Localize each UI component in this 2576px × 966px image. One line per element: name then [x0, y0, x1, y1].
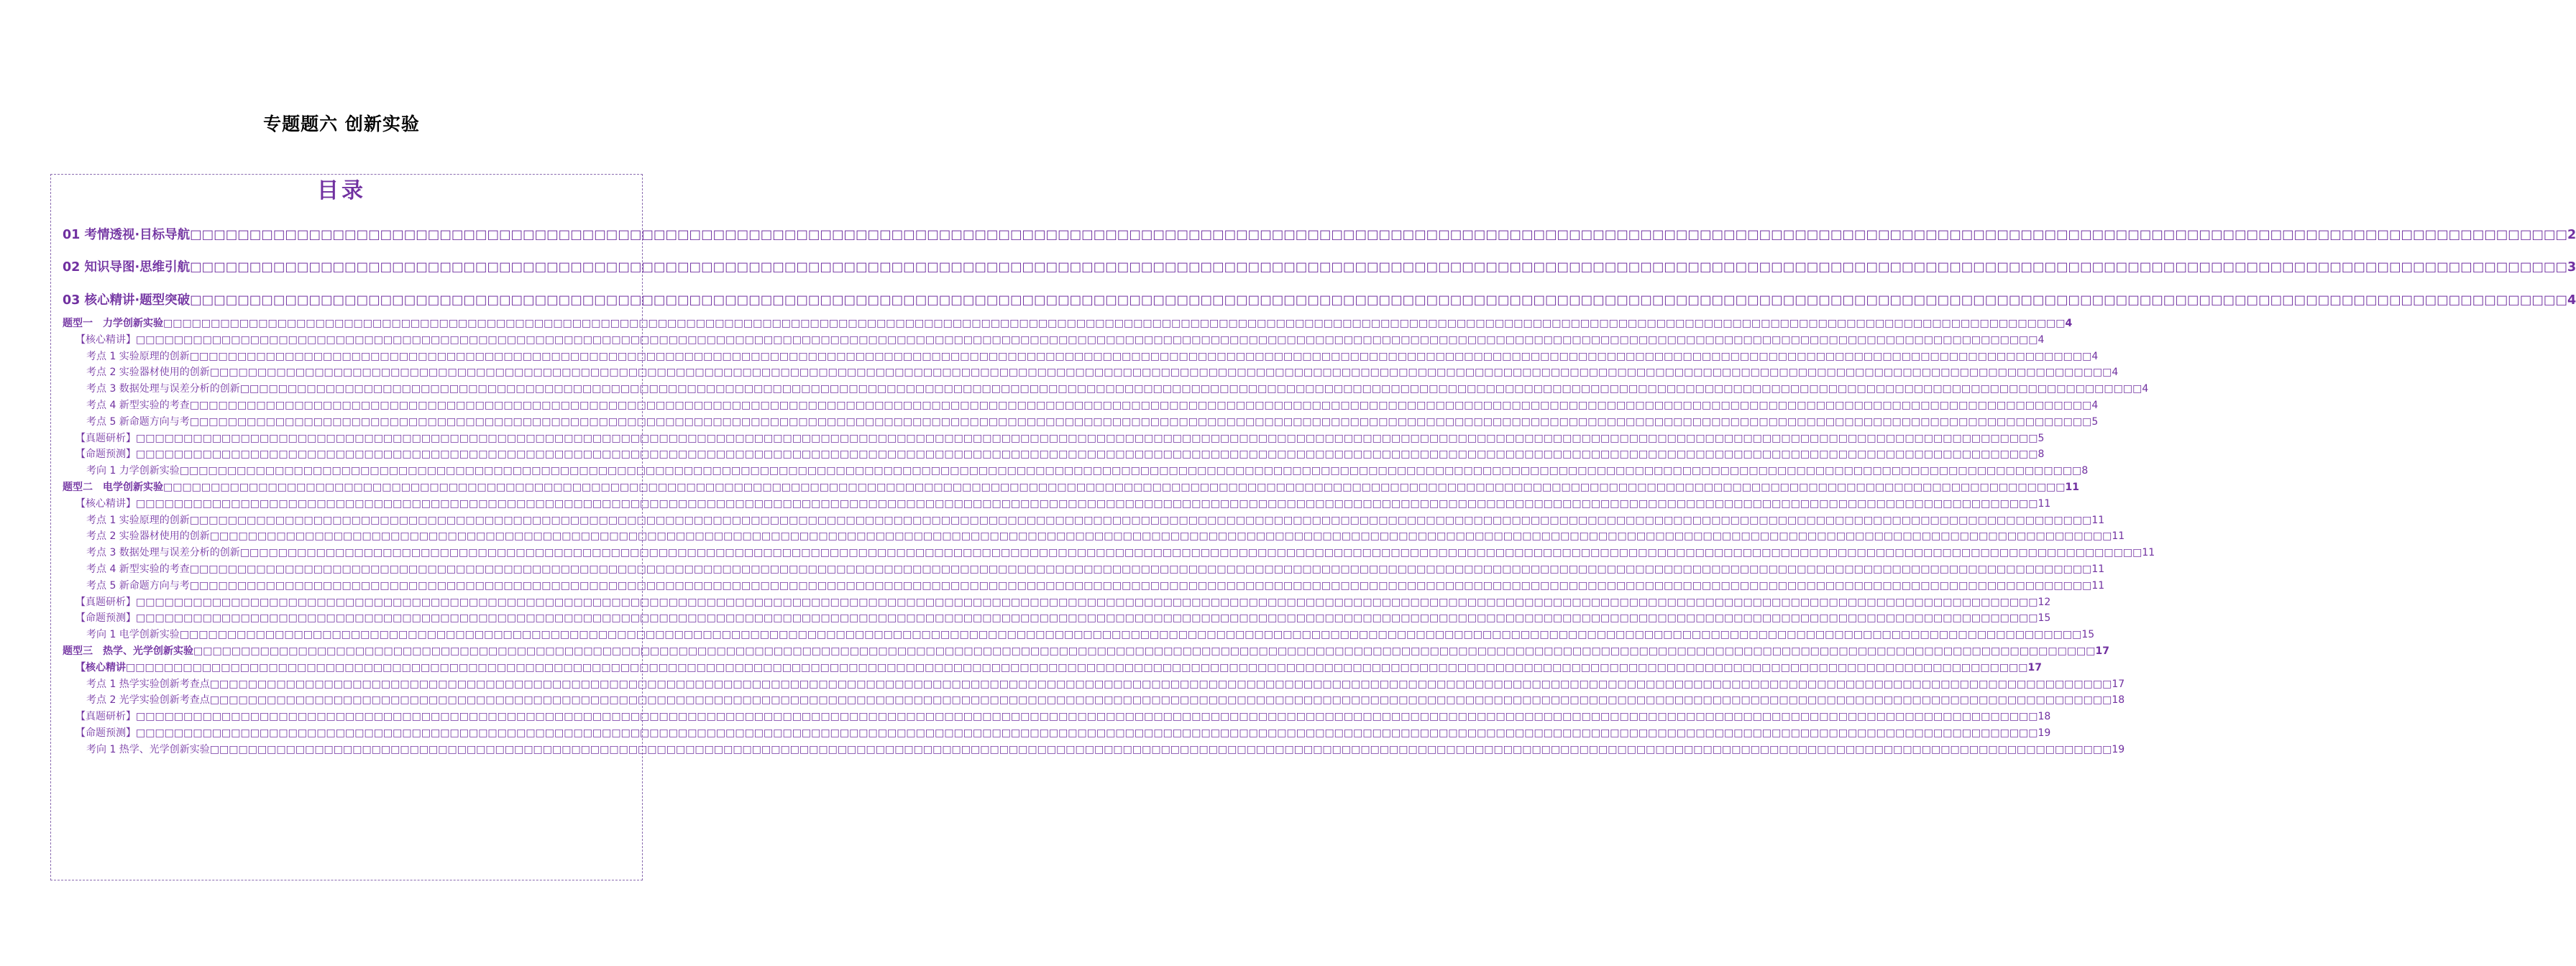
toc-entry-label: 【核心精讲	[75, 661, 126, 673]
toc-heading: 目录	[317, 178, 366, 203]
toc-entry-label: 考向 1 力学创新实验	[86, 465, 180, 477]
toc-border	[50, 174, 643, 880]
toc-entry[interactable]	[86, 381, 2149, 395]
toc-entry-page-number: 4	[2112, 367, 2119, 379]
toc-entry[interactable]	[86, 512, 2105, 527]
toc-entry-page-number: 11	[2038, 497, 2051, 510]
toc-entry-page-number: 12	[2038, 596, 2051, 608]
toc-entry-label: 考点 1 热学实验创新考查点	[86, 678, 210, 690]
toc-entry[interactable]	[75, 446, 2045, 461]
toc-entry-page-number: 15	[2038, 612, 2051, 625]
toc-dot-leader: □□□□□□□□□□□□□□□□□□□□□□□□□□□□□□□□□□□□□□□□□□□□□□□□□□□□□□□□□□□□□□□□□□□□□□□□□□□□□□□□□□□□□□□□□□□□□□□□□□□□□□□□□□□□□□□□□□□□□□□□□□□□□□□□□□□□□□□□□□□□□□□□□□□□□□□□□□□□□□□□□□□□□□□□□□□□□□□□□□□□□□□□□□□□□□□□□□□□□□□□	[136, 448, 2038, 461]
toc-entry-page-number: 5	[2091, 415, 2099, 428]
toc-dot-leader: □□□□□□□□□□□□□□□□□□□□□□□□□□□□□□□□□□□□□□□□□□□□□□□□□□□□□□□□□□□□□□□□□□□□□□□□□□□□□□□□□□□□□□□□□□□□□□□□□□□□□□□□□□□□□□□□□□□□□□□□□□□□□□□□□□□□□□□□□□□□□□□□□□□□□□□□□□□□□□□□□□□□□□□□□□□□□□□□□□□□□□□□□□□□□□□□□□□□□□□□	[190, 260, 2567, 275]
toc-entry-page-number: 11	[2112, 530, 2125, 543]
toc-entry-label: 考点 2 实验器材使用的创新	[86, 530, 210, 543]
toc-entry-label: 【真题研析】	[75, 711, 136, 723]
document-title: 专题题六 创新实验	[263, 114, 420, 134]
toc-entry-page-number: 4	[2065, 318, 2073, 329]
toc-dot-leader: □□□□□□□□□□□□□□□□□□□□□□□□□□□□□□□□□□□□□□□□□□□□□□□□□□□□□□□□□□□□□□□□□□□□□□□□□□□□□□□□□□□□□□□□□□□□□□□□□□□□□□□□□□□□□□□□□□□□□□□□□□□□□□□□□□□□□□□□□□□□□□□□□□□□□□□□□□□□□□□□□□□□□□□□□□□□□□□□□□□□□□□□□□□□□□□□□□□□□□□□	[190, 228, 2567, 242]
toc-dot-leader: □□□□□□□□□□□□□□□□□□□□□□□□□□□□□□□□□□□□□□□□□□□□□□□□□□□□□□□□□□□□□□□□□□□□□□□□□□□□□□□□□□□□□□□□□□□□□□□□□□□□□□□□□□□□□□□□□□□□□□□□□□□□□□□□□□□□□□□□□□□□□□□□□□□□□□□□□□□□□□□□□□□□□□□□□□□□□□□□□□□□□□□□□□□□□□□□□□□□□□□□	[209, 530, 2112, 543]
toc-entry[interactable]	[75, 594, 2051, 609]
toc-entry[interactable]	[86, 578, 2105, 592]
toc-entry-label: 考点 3 数据处理与误差分析的创新	[86, 547, 240, 559]
toc-entry[interactable]	[86, 561, 2105, 576]
toc-entry-label: 考点 3 数据处理与误差分析的创新	[86, 383, 240, 395]
toc-entry-page-number: 11	[2142, 547, 2155, 559]
toc-dot-leader: □□□□□□□□□□□□□□□□□□□□□□□□□□□□□□□□□□□□□□□□□□□□□□□□□□□□□□□□□□□□□□□□□□□□□□□□□□□□□□□□□□□□□□□□□□□□□□□□□□□□□□□□□□□□□□□□□□□□□□□□□□□□□□□□□□□□□□□□□□□□□□□□□□□□□□□□□□□□□□□□□□□□□□□□□□□□□□□□□□□□□□□□□□□□□□□□□□□□□□□□	[189, 415, 2092, 428]
toc-entry[interactable]	[86, 545, 2155, 559]
toc-dot-leader: □□□□□□□□□□□□□□□□□□□□□□□□□□□□□□□□□□□□□□□□□□□□□□□□□□□□□□□□□□□□□□□□□□□□□□□□□□□□□□□□□□□□□□□□□□□□□□□□□□□□□□□□□□□□□□□□□□□□□□□□□□□□□□□□□□□□□□□□□□□□□□□□□□□□□□□□□□□□□□□□□□□□□□□□□□□□□□□□□□□□□□□□□□□□□□□□□□□□□□□□	[136, 612, 2038, 625]
toc-entry-label: 考点 2 光学实验创新考查点	[86, 694, 210, 707]
toc-entry-label: 【真题研析】	[75, 596, 136, 608]
toc-entry[interactable]	[86, 528, 2125, 543]
toc-entry[interactable]	[63, 316, 2073, 330]
toc-entry[interactable]	[75, 610, 2051, 625]
toc-entry-page-number: 4	[2142, 383, 2149, 395]
toc-entry-label: 考向 1 热学、光学创新实验	[86, 743, 210, 755]
toc-entry-label: 【核心精讲】	[75, 497, 136, 510]
toc-entry[interactable]	[75, 709, 2051, 723]
toc-entry-page-number: 18	[2038, 711, 2051, 723]
toc-dot-leader: □□□□□□□□□□□□□□□□□□□□□□□□□□□□□□□□□□□□□□□□□□□□□□□□□□□□□□□□□□□□□□□□□□□□□□□□□□□□□□□□□□□□□□□□□□□□□□□□□□□□□□□□□□□□□□□□□□□□□□□□□□□□□□□□□□□□□□□□□□□□□□□□□□□□□□□□□□□□□□□□□□□□□□□□□□□□□□□□□□□□□□□□□□□□□□□□□□□□□□□□	[190, 293, 2567, 308]
toc-dot-leader: □□□□□□□□□□□□□□□□□□□□□□□□□□□□□□□□□□□□□□□□□□□□□□□□□□□□□□□□□□□□□□□□□□□□□□□□□□□□□□□□□□□□□□□□□□□□□□□□□□□□□□□□□□□□□□□□□□□□□□□□□□□□□□□□□□□□□□□□□□□□□□□□□□□□□□□□□□□□□□□□□□□□□□□□□□□□□□□□□□□□□□□□□□□□□□□□□□□□□□□□	[179, 629, 2082, 641]
toc-dot-leader: □□□□□□□□□□□□□□□□□□□□□□□□□□□□□□□□□□□□□□□□□□□□□□□□□□□□□□□□□□□□□□□□□□□□□□□□□□□□□□□□□□□□□□□□□□□□□□□□□□□□□□□□□□□□□□□□□□□□□□□□□□□□□□□□□□□□□□□□□□□□□□□□□□□□□□□□□□□□□□□□□□□□□□□□□□□□□□□□□□□□□□□□□□□□□□□□□□□□□□□□	[126, 661, 2028, 673]
toc-entry[interactable]	[86, 364, 2119, 379]
toc-entry-page-number: 11	[2091, 579, 2105, 592]
toc-entry-label: 考点 1 实验原理的创新	[86, 514, 190, 526]
toc-entry[interactable]	[75, 431, 2045, 445]
toc-entry-page-number: 11	[2091, 514, 2105, 526]
toc-entry-label: 考点 1 实验原理的创新	[86, 350, 190, 362]
toc-entry[interactable]	[63, 643, 2109, 658]
toc-entry-page-number: 8	[2038, 448, 2045, 461]
toc-dot-leader: □□□□□□□□□□□□□□□□□□□□□□□□□□□□□□□□□□□□□□□□□□□□□□□□□□□□□□□□□□□□□□□□□□□□□□□□□□□□□□□□□□□□□□□□□□□□□□□□□□□□□□□□□□□□□□□□□□□□□□□□□□□□□□□□□□□□□□□□□□□□□□□□□□□□□□□□□□□□□□□□□□□□□□□□□□□□□□□□□□□□□□□□□□□□□□□□□□□□□□□□	[193, 645, 2096, 657]
toc-entry[interactable]	[86, 414, 2099, 428]
toc-entry[interactable]	[75, 725, 2051, 740]
toc-entry[interactable]	[75, 332, 2045, 346]
toc-entry-page-number: 17	[2027, 661, 2042, 673]
toc-entry-label: 题型一 力学创新实验	[63, 318, 163, 329]
toc-entry-label: 考点 4 新型实验的考查	[86, 564, 190, 575]
toc-entry-label: 【命题预测】	[75, 727, 136, 739]
toc-entry-label: 【核心精讲】	[75, 334, 136, 346]
toc-entry[interactable]	[75, 496, 2051, 510]
toc-entry-page-number: 19	[2112, 743, 2125, 755]
toc-entry-page-number: 18	[2112, 694, 2125, 707]
toc-entry-label: 考点 5 新命题方向与考	[86, 415, 190, 428]
toc-dot-leader: □□□□□□□□□□□□□□□□□□□□□□□□□□□□□□□□□□□□□□□□□□□□□□□□□□□□□□□□□□□□□□□□□□□□□□□□□□□□□□□□□□□□□□□□□□□□□□□□□□□□□□□□□□□□□□□□□□□□□□□□□□□□□□□□□□□□□□□□□□□□□□□□□□□□□□□□□□□□□□□□□□□□□□□□□□□□□□□□□□□□□□□□□□□□□□□□□□□□□□□□	[136, 711, 2038, 723]
toc-entry-page-number: 4	[2091, 400, 2099, 411]
toc-entry-label: 03 核心精讲·题型突破	[63, 293, 191, 308]
toc-dot-leader: □□□□□□□□□□□□□□□□□□□□□□□□□□□□□□□□□□□□□□□□□□□□□□□□□□□□□□□□□□□□□□□□□□□□□□□□□□□□□□□□□□□□□□□□□□□□□□□□□□□□□□□□□□□□□□□□□□□□□□□□□□□□□□□□□□□□□□□□□□□□□□□□□□□□□□□□□□□□□□□□□□□□□□□□□□□□□□□□□□□□□□□□□□□□□□□□□□□□□□□□	[136, 497, 2038, 510]
toc-entry[interactable]	[86, 676, 2125, 691]
toc-entry-page-number: 19	[2038, 727, 2051, 739]
toc-entry-page-number: 3	[2567, 260, 2576, 275]
toc-dot-leader: □□□□□□□□□□□□□□□□□□□□□□□□□□□□□□□□□□□□□□□□□□□□□□□□□□□□□□□□□□□□□□□□□□□□□□□□□□□□□□□□□□□□□□□□□□□□□□□□□□□□□□□□□□□□□□□□□□□□□□□□□□□□□□□□□□□□□□□□□□□□□□□□□□□□□□□□□□□□□□□□□□□□□□□□□□□□□□□□□□□□□□□□□□□□□□□□□□□□□□□□	[209, 743, 2112, 755]
toc-entry-label: 考点 5 新命题方向与考	[86, 579, 190, 592]
toc-entry-label: 考点 2 实验器材使用的创新	[86, 367, 210, 379]
toc-dot-leader: □□□□□□□□□□□□□□□□□□□□□□□□□□□□□□□□□□□□□□□□□□□□□□□□□□□□□□□□□□□□□□□□□□□□□□□□□□□□□□□□□□□□□□□□□□□□□□□□□□□□□□□□□□□□□□□□□□□□□□□□□□□□□□□□□□□□□□□□□□□□□□□□□□□□□□□□□□□□□□□□□□□□□□□□□□□□□□□□□□□□□□□□□□□□□□□□□□□□□□□□	[179, 465, 2082, 477]
toc-entry[interactable]	[63, 290, 2576, 309]
toc-entry-page-number: 4	[2567, 293, 2576, 308]
toc-entry[interactable]	[86, 349, 2099, 363]
toc-entry[interactable]	[86, 627, 2095, 641]
toc-entry-page-number: 15	[2081, 629, 2095, 641]
toc-dot-leader: □□□□□□□□□□□□□□□□□□□□□□□□□□□□□□□□□□□□□□□□□□□□□□□□□□□□□□□□□□□□□□□□□□□□□□□□□□□□□□□□□□□□□□□□□□□□□□□□□□□□□□□□□□□□□□□□□□□□□□□□□□□□□□□□□□□□□□□□□□□□□□□□□□□□□□□□□□□□□□□□□□□□□□□□□□□□□□□□□□□□□□□□□□□□□□□□□□□□□□□□	[189, 400, 2092, 411]
toc-entry-page-number: 11	[2065, 482, 2079, 493]
toc-entry-label: 01 考情透视·目标导航	[63, 228, 191, 242]
toc-entry-label: 考点 4 新型实验的考查	[86, 400, 190, 411]
toc-entry-page-number: 5	[2038, 432, 2045, 444]
toc-entry[interactable]	[86, 692, 2125, 707]
toc-dot-leader: □□□□□□□□□□□□□□□□□□□□□□□□□□□□□□□□□□□□□□□□□□□□□□□□□□□□□□□□□□□□□□□□□□□□□□□□□□□□□□□□□□□□□□□□□□□□□□□□□□□□□□□□□□□□□□□□□□□□□□□□□□□□□□□□□□□□□□□□□□□□□□□□□□□□□□□□□□□□□□□□□□□□□□□□□□□□□□□□□□□□□□□□□□□□□□□□□□□□□□□□	[189, 564, 2092, 575]
toc-dot-leader: □□□□□□□□□□□□□□□□□□□□□□□□□□□□□□□□□□□□□□□□□□□□□□□□□□□□□□□□□□□□□□□□□□□□□□□□□□□□□□□□□□□□□□□□□□□□□□□□□□□□□□□□□□□□□□□□□□□□□□□□□□□□□□□□□□□□□□□□□□□□□□□□□□□□□□□□□□□□□□□□□□□□□□□□□□□□□□□□□□□□□□□□□□□□□□□□□□□□□□□□	[136, 432, 2038, 444]
toc-dot-leader: □□□□□□□□□□□□□□□□□□□□□□□□□□□□□□□□□□□□□□□□□□□□□□□□□□□□□□□□□□□□□□□□□□□□□□□□□□□□□□□□□□□□□□□□□□□□□□□□□□□□□□□□□□□□□□□□□□□□□□□□□□□□□□□□□□□□□□□□□□□□□□□□□□□□□□□□□□□□□□□□□□□□□□□□□□□□□□□□□□□□□□□□□□□□□□□□□□□□□□□□	[136, 727, 2038, 739]
toc-dot-leader: □□□□□□□□□□□□□□□□□□□□□□□□□□□□□□□□□□□□□□□□□□□□□□□□□□□□□□□□□□□□□□□□□□□□□□□□□□□□□□□□□□□□□□□□□□□□□□□□□□□□□□□□□□□□□□□□□□□□□□□□□□□□□□□□□□□□□□□□□□□□□□□□□□□□□□□□□□□□□□□□□□□□□□□□□□□□□□□□□□□□□□□□□□□□□□□□□□□□□□□□	[209, 694, 2112, 707]
toc-entry[interactable]	[63, 257, 2576, 276]
toc-dot-leader: □□□□□□□□□□□□□□□□□□□□□□□□□□□□□□□□□□□□□□□□□□□□□□□□□□□□□□□□□□□□□□□□□□□□□□□□□□□□□□□□□□□□□□□□□□□□□□□□□□□□□□□□□□□□□□□□□□□□□□□□□□□□□□□□□□□□□□□□□□□□□□□□□□□□□□□□□□□□□□□□□□□□□□□□□□□□□□□□□□□□□□□□□□□□□□□□□□□□□□□□	[239, 383, 2142, 395]
toc-entry-page-number: 8	[2081, 465, 2089, 477]
toc-entry-page-number: 11	[2091, 564, 2105, 575]
toc-entry-label: 题型三 热学、光学创新实验	[63, 645, 193, 657]
toc-entry[interactable]	[86, 742, 2125, 756]
toc-entry[interactable]	[63, 479, 2079, 494]
toc-entry-label: 题型二 电学创新实验	[63, 482, 163, 493]
toc-entry-label: 【命题预测】	[75, 612, 136, 625]
toc-entry-page-number: 17	[2095, 645, 2109, 657]
toc-dot-leader: □□□□□□□□□□□□□□□□□□□□□□□□□□□□□□□□□□□□□□□□□□□□□□□□□□□□□□□□□□□□□□□□□□□□□□□□□□□□□□□□□□□□□□□□□□□□□□□□□□□□□□□□□□□□□□□□□□□□□□□□□□□□□□□□□□□□□□□□□□□□□□□□□□□□□□□□□□□□□□□□□□□□□□□□□□□□□□□□□□□□□□□□□□□□□□□□□□□□□□□□	[209, 367, 2112, 379]
toc-entry-label: 【命题预测】	[75, 448, 136, 461]
toc-entry[interactable]	[75, 660, 2042, 674]
toc-entry-label: 【真题研析】	[75, 432, 136, 444]
toc-dot-leader: □□□□□□□□□□□□□□□□□□□□□□□□□□□□□□□□□□□□□□□□□□□□□□□□□□□□□□□□□□□□□□□□□□□□□□□□□□□□□□□□□□□□□□□□□□□□□□□□□□□□□□□□□□□□□□□□□□□□□□□□□□□□□□□□□□□□□□□□□□□□□□□□□□□□□□□□□□□□□□□□□□□□□□□□□□□□□□□□□□□□□□□□□□□□□□□□□□□□□□□□	[163, 482, 2066, 493]
toc-dot-leader: □□□□□□□□□□□□□□□□□□□□□□□□□□□□□□□□□□□□□□□□□□□□□□□□□□□□□□□□□□□□□□□□□□□□□□□□□□□□□□□□□□□□□□□□□□□□□□□□□□□□□□□□□□□□□□□□□□□□□□□□□□□□□□□□□□□□□□□□□□□□□□□□□□□□□□□□□□□□□□□□□□□□□□□□□□□□□□□□□□□□□□□□□□□□□□□□□□□□□□□□	[209, 678, 2112, 690]
toc-dot-leader: □□□□□□□□□□□□□□□□□□□□□□□□□□□□□□□□□□□□□□□□□□□□□□□□□□□□□□□□□□□□□□□□□□□□□□□□□□□□□□□□□□□□□□□□□□□□□□□□□□□□□□□□□□□□□□□□□□□□□□□□□□□□□□□□□□□□□□□□□□□□□□□□□□□□□□□□□□□□□□□□□□□□□□□□□□□□□□□□□□□□□□□□□□□□□□□□□□□□□□□□	[136, 596, 2038, 608]
toc-entry-page-number: 4	[2091, 350, 2099, 362]
toc-dot-leader: □□□□□□□□□□□□□□□□□□□□□□□□□□□□□□□□□□□□□□□□□□□□□□□□□□□□□□□□□□□□□□□□□□□□□□□□□□□□□□□□□□□□□□□□□□□□□□□□□□□□□□□□□□□□□□□□□□□□□□□□□□□□□□□□□□□□□□□□□□□□□□□□□□□□□□□□□□□□□□□□□□□□□□□□□□□□□□□□□□□□□□□□□□□□□□□□□□□□□□□□	[239, 547, 2142, 559]
toc-dot-leader: □□□□□□□□□□□□□□□□□□□□□□□□□□□□□□□□□□□□□□□□□□□□□□□□□□□□□□□□□□□□□□□□□□□□□□□□□□□□□□□□□□□□□□□□□□□□□□□□□□□□□□□□□□□□□□□□□□□□□□□□□□□□□□□□□□□□□□□□□□□□□□□□□□□□□□□□□□□□□□□□□□□□□□□□□□□□□□□□□□□□□□□□□□□□□□□□□□□□□□□□	[189, 350, 2092, 362]
toc-dot-leader: □□□□□□□□□□□□□□□□□□□□□□□□□□□□□□□□□□□□□□□□□□□□□□□□□□□□□□□□□□□□□□□□□□□□□□□□□□□□□□□□□□□□□□□□□□□□□□□□□□□□□□□□□□□□□□□□□□□□□□□□□□□□□□□□□□□□□□□□□□□□□□□□□□□□□□□□□□□□□□□□□□□□□□□□□□□□□□□□□□□□□□□□□□□□□□□□□□□□□□□□	[189, 514, 2092, 526]
toc-entry[interactable]	[86, 397, 2099, 412]
toc-entry-page-number: 2	[2567, 228, 2576, 242]
toc-entry-page-number: 4	[2038, 334, 2045, 346]
toc-entry-label: 02 知识导图·思维引航	[63, 260, 191, 275]
toc-entry[interactable]	[63, 225, 2576, 244]
toc-entry-page-number: 17	[2112, 678, 2125, 690]
toc-entry[interactable]	[86, 463, 2089, 477]
toc-entry-label: 考向 1 电学创新实验	[86, 629, 180, 641]
toc-dot-leader: □□□□□□□□□□□□□□□□□□□□□□□□□□□□□□□□□□□□□□□□□□□□□□□□□□□□□□□□□□□□□□□□□□□□□□□□□□□□□□□□□□□□□□□□□□□□□□□□□□□□□□□□□□□□□□□□□□□□□□□□□□□□□□□□□□□□□□□□□□□□□□□□□□□□□□□□□□□□□□□□□□□□□□□□□□□□□□□□□□□□□□□□□□□□□□□□□□□□□□□□	[163, 318, 2066, 329]
toc-dot-leader: □□□□□□□□□□□□□□□□□□□□□□□□□□□□□□□□□□□□□□□□□□□□□□□□□□□□□□□□□□□□□□□□□□□□□□□□□□□□□□□□□□□□□□□□□□□□□□□□□□□□□□□□□□□□□□□□□□□□□□□□□□□□□□□□□□□□□□□□□□□□□□□□□□□□□□□□□□□□□□□□□□□□□□□□□□□□□□□□□□□□□□□□□□□□□□□□□□□□□□□□	[189, 579, 2092, 592]
toc-dot-leader: □□□□□□□□□□□□□□□□□□□□□□□□□□□□□□□□□□□□□□□□□□□□□□□□□□□□□□□□□□□□□□□□□□□□□□□□□□□□□□□□□□□□□□□□□□□□□□□□□□□□□□□□□□□□□□□□□□□□□□□□□□□□□□□□□□□□□□□□□□□□□□□□□□□□□□□□□□□□□□□□□□□□□□□□□□□□□□□□□□□□□□□□□□□□□□□□□□□□□□□□	[136, 334, 2038, 346]
